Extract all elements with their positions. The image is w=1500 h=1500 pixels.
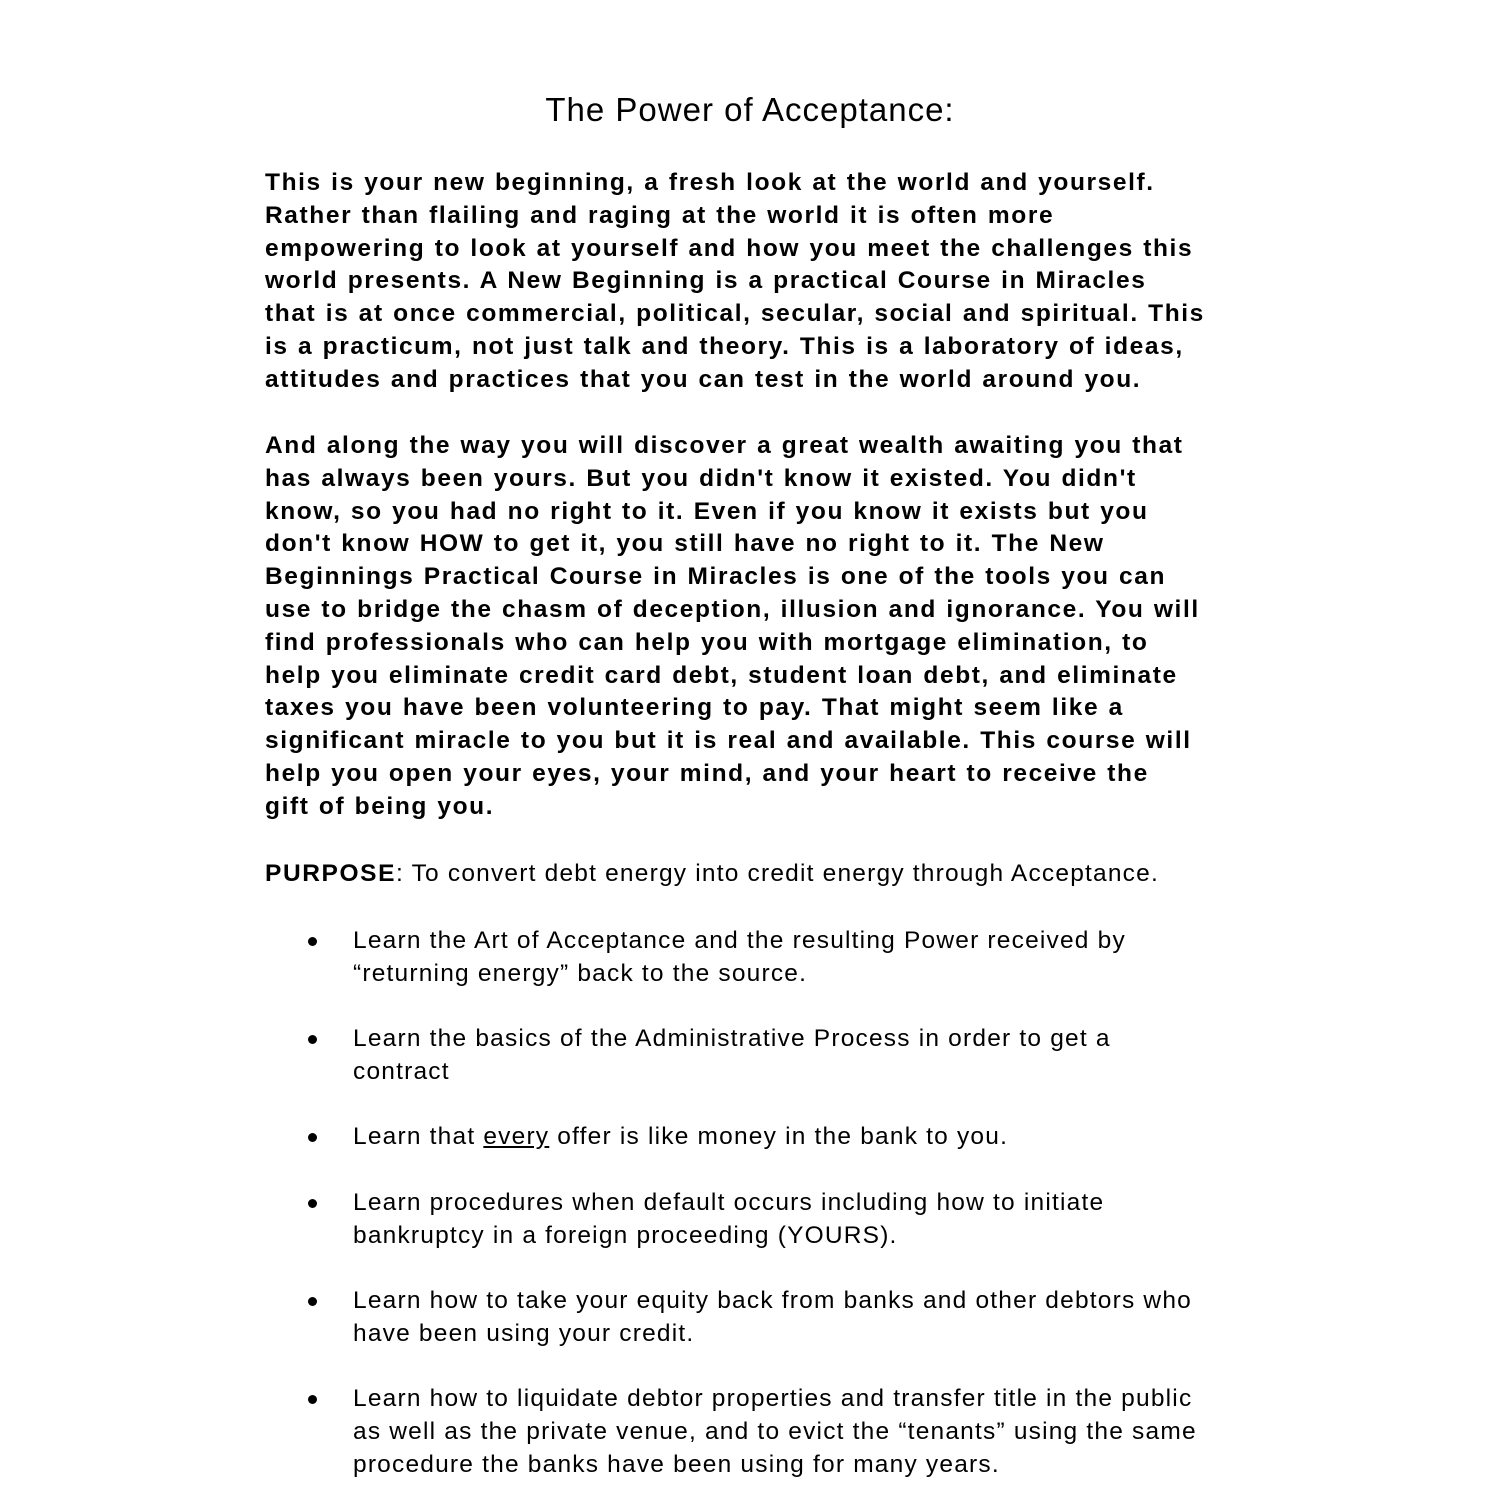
- bullet-icon: [308, 1035, 317, 1044]
- bullet-icon: [308, 1297, 317, 1306]
- purpose-text: : To convert debt energy into credit energy through Acceptance.: [396, 860, 1159, 887]
- page-title: The Power of Acceptance:: [545, 91, 955, 128]
- purpose-label: PURPOSE: [265, 860, 397, 887]
- list-item-text: Learn how to liquidate debtor properties and transfer title in the public as well as the private venue, and to evict the “tenants” using the same procedure the banks have been using for many years.: [353, 1385, 1197, 1478]
- bullet-icon: [308, 937, 317, 946]
- bullet-icon: [308, 1199, 317, 1208]
- purpose-statement: [265, 858, 1365, 891]
- list-item-text: Learn how to take your equity back from banks and other debtors who have been using your credit.: [353, 1287, 1192, 1347]
- list-item-text: Learn the Art of Acceptance and the resulting Power received by “returning energy” back to the source.: [353, 927, 1126, 987]
- list-item-text-end: offer is like money in the bank to you.: [549, 1123, 1009, 1150]
- intro-paragraph: This is your new beginning, a fresh look at the world and yourself. Rather than flailing and raging at the world it is often more empowering to look at yourself and how you meet the challenges this world presents. A New Beginning is a practical Course in Miracles that is at once commercial, political, secular, social and spiritual. This is a practicum, not just talk and theory. This is a laboratory of ideas, attitudes and practices that you can test in the world around you.: [265, 169, 1205, 393]
- list-item-text-start: Learn that: [353, 1123, 484, 1150]
- wealth-paragraph: And along the way you will discover a great wealth awaiting you that has always been yours. But you didn't know it existed. You didn't know, so you had no right to it. Even if you know it exists but you don't know HOW to get it, you still have no right to it. The New Beginnings Practical Course in Miracles is one of the tools you can use to bridge the chasm of deception, illusion and ignorance. You will find professionals who can help you with mortgage elimination, to help you eliminate credit card debt, student loan debt, and eliminate taxes you have been volunteering to pay. That might seem like a significant miracle to you but it is real and available. This course will help you open your eyes, your mind, and your heart to receive the gift of being you.: [265, 432, 1200, 820]
- list-item-text: [353, 1121, 1353, 1154]
- list-item-text: Learn the basics of the Administrative Process in order to get a contract: [353, 1025, 1111, 1085]
- bullet-icon: [308, 1395, 317, 1404]
- list-item-text: Learn procedures when default occurs including how to initiate bankruptcy in a foreign proceeding (YOURS).: [353, 1189, 1105, 1249]
- bullet-icon: [308, 1133, 317, 1142]
- underlined-word: every: [483, 1123, 550, 1150]
